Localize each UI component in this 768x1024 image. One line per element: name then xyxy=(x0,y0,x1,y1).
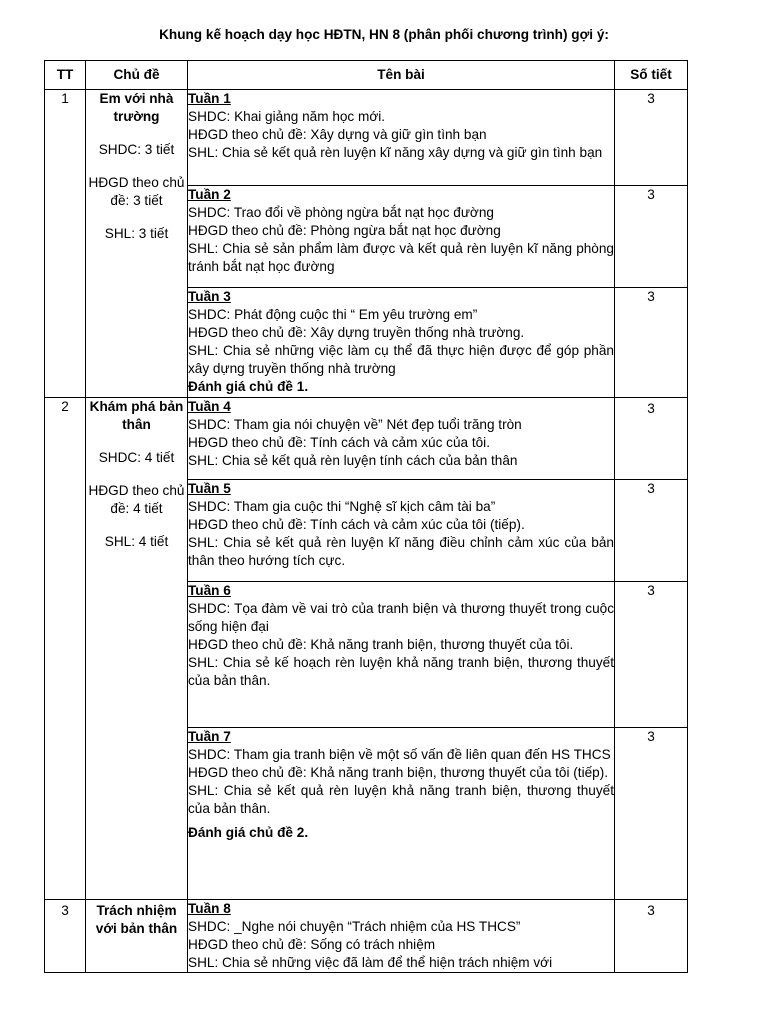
lesson-line: SHL: Chia sẻ những việc đã làm để thể hiện trách nhiệm với xyxy=(188,955,553,970)
periods-cell: 3 xyxy=(615,728,688,900)
lesson-line: SHL: Chia sẻ kết quả rèn luyện khả năng tranh biện, thương thuyết của bản thân. xyxy=(188,783,614,816)
week-label: Tuần 4 xyxy=(188,399,231,414)
lesson-line: HĐGD theo chủ đề: Khả năng tranh biện, thương thuyết của tôi (tiếp). xyxy=(188,765,609,780)
topic-periods-hdgd: HĐGD theo chủ đề: 3 tiết xyxy=(88,175,185,208)
lesson-line: SHDC: Trao đổi về phòng ngừa bắt nạt học đường xyxy=(188,205,494,220)
header-lesson: Tên bài xyxy=(188,61,615,90)
lesson-cell xyxy=(188,288,615,398)
topic-name: Khám phá bản thân xyxy=(89,399,184,432)
lesson-line: SHDC: Tham gia tranh biện về một số vấn đề liên quan đến HS THCS xyxy=(188,747,611,762)
topic-periods-hdgd: HĐGD theo chủ đề: 4 tiết xyxy=(88,483,185,516)
lesson-line: SHDC: Tọa đàm về vai trò của tranh biện và thương thuyết trong cuộc sống hiện đại xyxy=(188,601,614,634)
topic-number: 2 xyxy=(45,398,86,900)
week-label: Tuần 7 xyxy=(188,729,231,744)
topic-cell xyxy=(86,398,188,900)
topic-evaluation: Đánh giá chủ đề 2. xyxy=(188,825,309,840)
lesson-cell xyxy=(188,582,615,728)
lesson-plan-table xyxy=(44,60,688,973)
lesson-cell xyxy=(188,90,615,186)
week-label: Tuần 2 xyxy=(188,187,231,202)
periods-cell: 3 xyxy=(615,900,688,973)
topic-number: 3 xyxy=(45,900,86,973)
lesson-line: HĐGD theo chủ đề: Xây dựng truyền thống nhà trường. xyxy=(188,325,525,340)
topic-name: Trách nhiệm với bản thân xyxy=(95,903,178,936)
lesson-line: SHDC: Khai giảng năm học mới. xyxy=(188,109,386,124)
lesson-line: SHDC: Tham gia cuộc thi “Nghệ sĩ kịch câm tài ba” xyxy=(188,499,496,514)
periods-cell: 3 xyxy=(615,288,688,398)
lesson-line: HĐGD theo chủ đề: Tính cách và cảm xúc của tôi. xyxy=(188,435,490,450)
periods-cell: 3 xyxy=(615,186,688,288)
week-label: Tuần 8 xyxy=(188,901,231,916)
lesson-line: SHL: Chia sẻ sản phẩm làm được và kết quả rèn luyện kĩ năng phòng tránh bắt nạt học đường xyxy=(188,241,614,274)
topic-periods-shl: SHL: 4 tiết xyxy=(104,534,169,549)
topic-periods-shl: SHL: 3 tiết xyxy=(104,226,169,241)
week-label: Tuần 3 xyxy=(188,289,231,304)
lesson-line: SHL: Chia sẻ những việc làm cụ thể đã thực hiện được để góp phần xây dựng truyền thống nhà trường xyxy=(188,343,614,376)
header-periods: Số tiết xyxy=(615,61,688,90)
topic-periods-shdc: SHDC: 3 tiết xyxy=(98,142,175,157)
topic-number: 1 xyxy=(45,90,86,398)
lesson-cell xyxy=(188,398,615,480)
header-tt: TT xyxy=(45,61,86,90)
lesson-line: SHL: Chia sẻ kết quả rèn luyện tính cách của bản thân xyxy=(188,453,518,468)
lesson-line: SHL: Chia sẻ kế hoạch rèn luyện khả năng tranh biện, thương thuyết của bản thân. xyxy=(188,655,614,688)
lesson-line: SHDC: Tham gia nói chuyện về” Nét đẹp tuổi trăng tròn xyxy=(188,417,522,432)
week-label: Tuần 1 xyxy=(188,91,231,106)
lesson-line: SHL: Chia sẻ kết quả rèn luyện kĩ năng xây dựng và giữ gìn tình bạn xyxy=(188,145,603,160)
lesson-line: HĐGD theo chủ đề: Khả năng tranh biện, thương thuyết của tôi. xyxy=(188,637,574,652)
lesson-line: SHDC: Phát động cuộc thi “ Em yêu trường em” xyxy=(188,307,478,322)
topic-periods-shdc: SHDC: 4 tiết xyxy=(98,450,175,465)
lesson-line: HĐGD theo chủ đề: Xây dựng và giữ gìn tình bạn xyxy=(188,127,487,142)
table-header-row xyxy=(45,61,688,90)
lesson-line: HĐGD theo chủ đề: Sống có trách nhiệm xyxy=(188,937,436,952)
week-label: Tuần 5 xyxy=(188,481,231,496)
page-title: Khung kế hoạch dạy học HĐTN, HN 8 (phân phối chương trình) gợi ý: xyxy=(159,27,609,42)
lesson-line: SHL: Chia sẻ kết quả rèn luyện kĩ năng điều chỉnh cảm xúc của bản thân theo hướng tích cực. xyxy=(188,535,614,568)
lesson-cell xyxy=(188,900,615,973)
lesson-line: HĐGD theo chủ đề: Tính cách và cảm xúc của tôi (tiếp). xyxy=(188,517,525,532)
header-topic: Chủ đề xyxy=(86,61,188,90)
week-label: Tuần 6 xyxy=(188,583,231,598)
periods-cell: 3 xyxy=(615,398,688,480)
topic-evaluation: Đánh giá chủ đề 1. xyxy=(188,379,309,394)
periods-cell: 3 xyxy=(615,90,688,186)
topic-cell xyxy=(86,900,188,973)
lesson-line: SHDC: _Nghe nói chuyện “Trách nhiệm của HS THCS” xyxy=(188,919,521,934)
table-row xyxy=(45,90,688,186)
table-row xyxy=(45,398,688,480)
lesson-cell xyxy=(188,480,615,582)
lesson-cell xyxy=(188,728,615,900)
periods-cell: 3 xyxy=(615,582,688,728)
topic-cell xyxy=(86,90,188,398)
topic-name: Em với nhà trường xyxy=(99,91,174,124)
lesson-cell xyxy=(188,186,615,288)
table-row xyxy=(45,900,688,973)
periods-cell: 3 xyxy=(615,480,688,582)
lesson-line: HĐGD theo chủ đề: Phòng ngừa bắt nạt học đường xyxy=(188,223,501,238)
